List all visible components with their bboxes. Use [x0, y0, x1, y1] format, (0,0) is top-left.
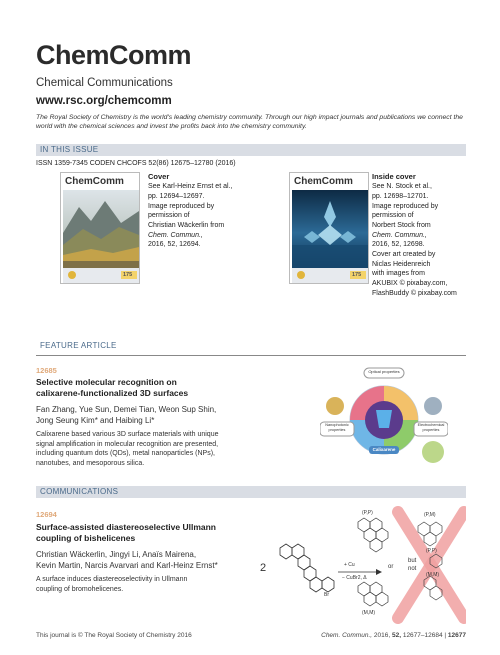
footer-page-number: 12677 — [447, 632, 466, 639]
feature-article-bar — [36, 340, 466, 352]
inside-cover-logo: ChemComm — [294, 176, 353, 187]
inside-cover-line: permission of — [372, 212, 414, 220]
cover-line: permission of — [148, 212, 190, 220]
footer-volume: 52, — [391, 632, 402, 639]
issn-line: ISSN 1359-7345 CODEN CHCOFS 52(86) 12675–12780 (2016) — [36, 160, 236, 167]
comm-title[interactable] — [36, 522, 216, 544]
inside-cover-heading: Inside cover — [372, 172, 416, 181]
inside-cover-line: pp. 12698–12701. — [372, 193, 429, 200]
footer-year: 2016, — [373, 632, 391, 639]
scheme-reagent-bottom: − CuBr2, Δ — [342, 575, 367, 581]
scheme-label-pp: (P,P) — [362, 510, 373, 516]
feature-title[interactable] — [36, 377, 188, 399]
scheme-reagent-top: + Cu — [344, 562, 355, 568]
footer-pages: 12677–12684 — [402, 632, 443, 639]
journal-title: ChemComm — [36, 40, 192, 70]
inside-cover-line: 2016, 52, 12698. — [372, 241, 425, 249]
comm-author-line: Kevin Martin, Narcis Avarvari and Karl-Heinz Ernst* — [36, 560, 218, 570]
product-mm — [358, 582, 388, 606]
comm-abstract-line: A surface induces diastereoselectivity in Ullmann — [36, 576, 188, 583]
comm-page-number[interactable]: 12694 — [36, 510, 57, 519]
feature-article-label: FEATURE ARTICLE — [40, 341, 117, 350]
inside-cover-line: AKUBIX © pixabay.com, — [372, 279, 448, 287]
reactant-helicene — [280, 544, 334, 592]
feature-authors — [36, 405, 216, 427]
scheme-label-pp-right: (P,P) — [426, 548, 437, 554]
cover-line: pp. 12694–12697. — [148, 193, 205, 200]
cover-image[interactable] — [60, 172, 140, 284]
feature-title-line: Selective molecular recognition on — [36, 377, 177, 387]
feature-author-line: Jong Seung Kim* and Haibing Li* — [36, 415, 155, 425]
feature-abstract-line: nanotubes, and mesoporous silica. — [36, 459, 145, 467]
scheme-drawing — [258, 506, 466, 624]
comm-authors — [36, 550, 218, 572]
inside-cover-image[interactable] — [289, 172, 369, 284]
scheme-label-mm: (M,M) — [362, 610, 376, 616]
journal-subtitle: Chemical Communications — [36, 77, 173, 89]
product-pp — [358, 518, 388, 552]
cover-line: Chem. Commun., — [148, 231, 203, 239]
scheme-but: but — [408, 558, 417, 564]
feature-page-number[interactable]: 12685 — [36, 366, 57, 375]
feature-title-line: calixarene-functionalized 3D surfaces — [36, 388, 189, 399]
footer-copyright: This journal is © The Royal Society of Chemistry 2016 — [36, 632, 192, 639]
communications-label: COMMUNICATIONS — [40, 487, 119, 496]
feature-abstract — [36, 430, 218, 469]
communications-bar — [36, 486, 466, 498]
cover-logo: ChemComm — [65, 176, 124, 187]
footer-journal: Chem. Commun., — [321, 632, 373, 639]
cover-line: 2016, 52, 12694. — [148, 241, 201, 249]
feature-abstract-line: including quantum dots (QDs), metal nanoparticles (NPs), — [36, 450, 215, 458]
feature-divider — [36, 355, 466, 356]
inside-cover-line: See N. Stock et al., — [372, 183, 432, 191]
cover-heading: Cover — [148, 172, 170, 181]
comm-abstract — [36, 575, 187, 594]
footer-separator: | — [444, 632, 447, 639]
comm-title-line: Surface-assisted diastereoselective Ullmann — [36, 522, 216, 532]
inside-cover-line: Niclas Heidenreich — [372, 260, 431, 268]
feature-abstract-line: Calixarene based various 3D surface materials with unique — [36, 431, 219, 438]
intro-text: The Royal Society of Chemistry is the world's leading chemistry community. Through our high impact journals and publications we connect the world with the chemical sciences and invest the profits back into the chemistry community. — [36, 114, 463, 131]
graphic-label-center: Calixarene — [372, 447, 396, 452]
scheme-label-pm-top: (P,M) — [424, 512, 436, 518]
cover-illustration — [61, 173, 140, 284]
scheme-or: or — [388, 564, 394, 570]
inside-cover-line: Image reproduced by — [372, 202, 439, 210]
inside-cover-badge: 175 — [352, 272, 362, 278]
inside-cover-line: Chem. Commun., — [372, 231, 427, 239]
in-this-issue-bar — [36, 144, 466, 156]
feature-abstract-line: signal amplification in molecular recognition are presented, — [36, 440, 219, 448]
graphic-label-right: Electrochemical properties — [417, 423, 445, 432]
cover-line: See Karl-Heinz Ernst et al., — [148, 183, 233, 191]
scheme-coefficient: 2 — [260, 562, 267, 574]
comm-abstract-line: coupling of bromohelicenes. — [36, 585, 124, 593]
graphic-label-left: Nanophotonic properties — [325, 423, 349, 432]
comm-title-line: coupling of bishelicenes — [36, 533, 136, 544]
cover-caption — [148, 172, 232, 250]
cover-line: Image reproduced by — [148, 202, 215, 210]
inside-cover-caption — [372, 172, 457, 298]
footer-citation — [321, 632, 466, 639]
inside-cover-line: Norbert Stock from — [372, 221, 431, 229]
scheme-bromo: Br — [324, 592, 329, 598]
reaction-scheme — [258, 506, 466, 624]
inside-cover-line: with images from — [372, 270, 425, 278]
inside-cover-line: FlashBuddy © pixabay.com — [372, 289, 457, 297]
cover-badge: 175 — [123, 272, 133, 278]
in-this-issue-label: IN THIS ISSUE — [40, 145, 99, 154]
scheme-label-mp: (M,M) — [426, 572, 440, 578]
feature-graphic — [320, 362, 448, 470]
graphic-label-top: Optical properties — [368, 369, 400, 374]
inside-cover-illustration — [290, 173, 369, 284]
cover-line: Christian Wäckerlin from — [148, 221, 225, 229]
comm-author-line: Christian Wäckerlin, Jingyi Li, Anaïs Mairena, — [36, 550, 197, 559]
journal-url[interactable]: www.rsc.org/chemcomm — [36, 95, 172, 107]
feature-author-line: Fan Zhang, Yue Sun, Demei Tian, Weon Sup Shin, — [36, 405, 217, 414]
calixarene-graphic — [320, 362, 448, 470]
scheme-not: not — [408, 566, 417, 572]
inside-cover-line: Cover art created by — [372, 250, 436, 258]
